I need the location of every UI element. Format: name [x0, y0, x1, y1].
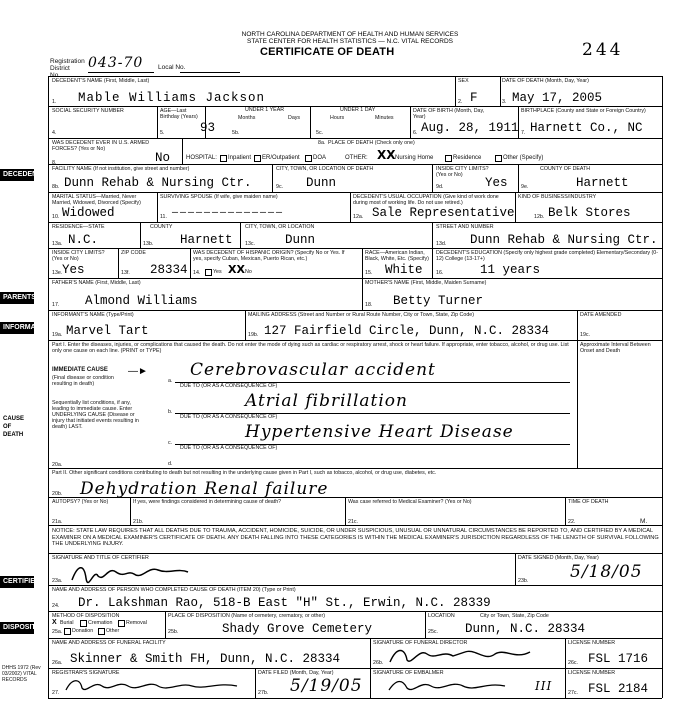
certifier-signature	[68, 560, 218, 586]
spouse-blank: ——————————————	[172, 208, 285, 219]
registration-value: 043-70	[88, 55, 144, 71]
label-doa: DOA	[313, 155, 327, 161]
label-date-amended: DATE AMENDED	[580, 312, 622, 318]
industry-value: Belk Stores	[548, 206, 631, 220]
dob-value: Aug. 28, 1911	[421, 121, 519, 135]
race-value: White	[385, 263, 423, 277]
item-number: 9c.	[276, 184, 284, 190]
item-number: 8b.	[52, 184, 60, 190]
item-number: 13e.	[52, 270, 63, 276]
nursing-home-mark: XX	[377, 148, 396, 162]
item-number: 6.	[413, 130, 418, 136]
section-disposition: DISPOSITION	[0, 622, 34, 634]
item-number: 21b.	[133, 519, 144, 525]
label-funeral-director-signature: SIGNATURE OF FUNERAL DIRECTOR	[373, 640, 468, 646]
item-number: 22.	[568, 519, 576, 525]
item-number: 10.	[52, 214, 60, 220]
item-number: 8a.	[318, 140, 326, 146]
label-months: Months	[238, 115, 256, 121]
label-marital: MARITAL STATUS—Married, Never Married, Widowed, Divorced (Specify)	[52, 194, 141, 206]
item-number: 20b.	[52, 491, 63, 497]
certifier-value: Dr. Lakshman Rao, 518-B East "H" St., Erwin, N.C. 28339	[78, 596, 491, 610]
label-date-filed: DATE FILED (Month, Day, Year)	[258, 670, 334, 676]
county-of-death-value: Harnett	[576, 176, 629, 190]
label-dob: DATE OF BIRTH (Month, Day, Year)	[413, 108, 485, 120]
label-inpatient: Inpatient	[228, 155, 252, 161]
place-disposition-value: Shady Grove Cemetery	[222, 622, 373, 636]
section-certifier: CERTIFIER	[0, 576, 34, 588]
item-number: 27c.	[568, 690, 579, 696]
hispanic-yes-checkbox	[205, 269, 212, 276]
age-value: 93	[200, 121, 216, 135]
mother-value: Betty Turner	[393, 294, 484, 308]
label-mailing: MAILING ADDRESS (Street and Number or Rural Route Number, City or Town, State, Zip Code)	[248, 312, 474, 318]
label-due-to-a: DUE TO (OR AS A CONSEQUENCE OF)	[180, 383, 278, 389]
item-number: 21a.	[52, 519, 63, 525]
state-value: N.C.	[68, 233, 99, 247]
item-number: 13d.	[436, 241, 447, 247]
label-part-1: Part I. Enter the diseases, injuries, or complications that caused the death. Do not enter the mode of dying such as cardiac or respiratory arrest, shock or heart failure. If appropriate, enter tobacco, alcohol, or drug use. List only one cause on each line. (PRINT or TYPE)	[52, 342, 569, 354]
embalmer-suffix: III	[535, 679, 553, 693]
city-value: Dunn	[285, 233, 316, 247]
cremation-checkbox	[80, 620, 87, 627]
item-number: 9e.	[521, 184, 529, 190]
part-2-value: Dehydration Renal failure	[80, 479, 329, 499]
label-residence: Residence	[453, 155, 482, 161]
label-city-residence: CITY, TOWN, OR LOCATION	[245, 224, 315, 230]
label-education: DECEDENT'S EDUCATION (Specify only highest grade completed) Elementary/Secondary (0-12) College (13-17+)	[436, 250, 658, 262]
label-industry: KIND OF BUSINESS/INDUSTRY	[518, 194, 597, 200]
label-age: AGE—Last Birthday (Years)	[160, 108, 198, 120]
facility-value: Dunn Rehab & Nursing Ctr.	[64, 176, 252, 190]
label-inside-city: INSIDE CITY LIMITS? (Yes or No)	[436, 166, 489, 178]
line-letter: a.	[168, 378, 173, 384]
label-informant: INFORMANT'S NAME (Type/Print)	[52, 312, 134, 318]
label-nursing-home: Nursing Home	[395, 155, 434, 161]
registration-label: Registration District No.	[50, 58, 85, 79]
cause-c-value: Hypertensive Heart Disease	[245, 422, 514, 442]
line-letter: c.	[168, 440, 173, 446]
label-immediate-sub: (Final disease or condition resulting in death)	[52, 375, 114, 387]
label-days: Days	[288, 115, 301, 121]
cause-b-value: Atrial fibrillation	[245, 391, 408, 411]
mailing-value: 127 Fairfield Circle, Dunn, N.C. 28334	[264, 324, 550, 338]
item-number: 19c.	[580, 332, 591, 338]
item-number: 9d.	[436, 184, 444, 190]
center-line: STATE CENTER FOR HEALTH STATISTICS — N.C. VITAL RECORDS	[247, 38, 453, 45]
item-number: 25a.	[52, 629, 63, 635]
label-time-of-death: TIME OF DEATH	[568, 499, 609, 505]
label-city-of-death: CITY, TOWN, OR LOCATION OF DEATH	[276, 166, 374, 172]
label-funeral: NAME AND ADDRESS OF FUNERAL FACILITY	[52, 640, 166, 646]
item-number: 27b.	[258, 690, 269, 696]
cause-a-value: Cerebrovascular accident	[190, 360, 436, 380]
marital-value: Widowed	[62, 206, 115, 220]
label-due-to-c: DUE TO (OR AS A CONSEQUENCE OF)	[180, 445, 278, 451]
label-race: RACE—American Indian, Black, White, Etc. (Specify)	[365, 250, 429, 262]
label-street: STREET AND NUMBER	[436, 224, 494, 230]
informant-value: Marvel Tart	[66, 324, 149, 338]
er-checkbox	[254, 155, 261, 162]
label-armed-forces: WAS DECEDENT EVER IN U.S. ARMED FORCES? (Yes or No)	[52, 140, 150, 152]
label-findings: If yes, were findings considered in determining cause of death?	[133, 499, 282, 505]
label-under-1-year: UNDER 1 YEAR	[245, 107, 285, 113]
registrar-signature	[62, 674, 252, 696]
local-no-label: Local No.	[158, 64, 186, 71]
label-location: LOCATION	[428, 613, 455, 619]
residence-checkbox	[445, 155, 452, 162]
label-minutes: Minutes	[375, 115, 394, 121]
embalmer-signature	[385, 674, 525, 696]
label-spouse: SURVIVING SPOUSE (If wife, give maiden name)	[160, 194, 278, 200]
label-occupation: DECEDENT'S USUAL OCCUPATION (Give kind of work done during most of working life. Do not use retired.)	[353, 194, 499, 206]
occupation-value: Sale Representative	[372, 206, 515, 220]
donation-checkbox	[64, 628, 71, 635]
label-hours: Hours	[330, 115, 345, 121]
label-hispanic: WAS DECEDENT OF HISPANIC ORIGIN? (Specify No or Yes. If yes, specify Cuban, Mexican, Puerto Rican, etc.)	[193, 250, 345, 262]
label-certifier-name: NAME AND ADDRESS OF PERSON WHO COMPLETED CAUSE OF DEATH (ITEM 20) (Type or Print)	[52, 587, 296, 593]
agency-line: NORTH CAROLINA DEPARTMENT OF HEALTH AND HUMAN SERVICES	[241, 31, 459, 38]
item-number: 20a.	[52, 462, 63, 468]
label-hispanic-yes: Yes	[213, 269, 222, 275]
label-sequential: Sequentially list conditions, if any, leading to immediate cause. Enter UNDERLYING CAUSE (Disease or injury that initiated events resulting in death) LAST.	[52, 400, 139, 430]
item-number: 3.	[502, 99, 507, 105]
label-sex: SEX	[458, 78, 469, 84]
label-birthplace: BIRTHPLACE (County and State or Foreign Country)	[521, 108, 646, 114]
license-embalmer-value: FSL 2184	[588, 682, 649, 696]
item-number: 4.	[52, 130, 57, 136]
label-hispanic-no: No	[245, 269, 252, 275]
label-autopsy: AUTOPSY? (Yes or No)	[52, 499, 109, 505]
label-county: COUNTY	[150, 224, 173, 230]
label-interval: Approximate Interval Between Onset and Death	[580, 342, 651, 354]
removal-checkbox	[118, 620, 125, 627]
item-number: 26c.	[568, 660, 579, 666]
section-parents: PARENTS	[0, 292, 34, 304]
date-of-death-value: May 17, 2005	[512, 91, 603, 105]
label-inside-city-2: INSIDE CITY LIMITS? (Yes or No)	[52, 250, 105, 262]
date-signed-value: 5/18/05	[570, 562, 643, 582]
other-specify-checkbox	[495, 155, 502, 162]
item-number: 5c.	[316, 130, 324, 136]
item-number: 16.	[436, 270, 444, 276]
item-number: 24.	[52, 603, 60, 609]
label-method: METHOD OF DISPOSITION	[52, 613, 120, 619]
inside-city-2-value: Yes	[62, 263, 85, 277]
label-license-2: LICENSE NUMBER	[568, 670, 616, 676]
item-number: 15.	[365, 270, 373, 276]
label-residence-state: RESIDENCE—STATE	[52, 224, 105, 230]
arrow-right-icon: —►	[128, 366, 148, 377]
label-location-sub: City or Town, State, Zip Code	[480, 613, 549, 619]
label-part-2: Part II. Other significant conditions contributing to death but not resulting in the underlying cause given in Part I, such as tobacco, alcohol, or drug use, diabetes, etc.	[52, 470, 437, 476]
doa-checkbox	[305, 155, 312, 162]
inpatient-checkbox	[220, 155, 227, 162]
label-cremation: Cremation	[88, 620, 113, 626]
item-number: 19b.	[248, 332, 259, 338]
label-er-outpatient: ER/Outpatient	[262, 155, 300, 161]
zip-value: 28334	[150, 263, 188, 277]
section-cause-of-death: CAUSE OF DEATH	[0, 415, 30, 439]
label-other-specify: Other (Specify)	[503, 155, 544, 161]
location-value: Dunn, N.C. 28334	[465, 622, 586, 636]
document-title: CERTIFICATE OF DEATH	[260, 46, 395, 58]
label-place-disposition: PLACE OF DISPOSITION (Name of cemetery, crematory, or other)	[168, 613, 325, 619]
item-number: 12a.	[353, 214, 364, 220]
label-ssn: SOCIAL SECURITY NUMBER	[52, 108, 124, 114]
label-facility: FACILITY NAME (If not institution, give street and number)	[52, 166, 190, 172]
item-number: 8.	[52, 160, 57, 166]
license-fd-value: FSL 1716	[588, 652, 649, 666]
other-disposition-checkbox	[98, 628, 105, 635]
section-decedent: DECEDENT	[0, 169, 34, 181]
label-removal: Removal	[126, 620, 147, 626]
item-number: 26b.	[373, 660, 384, 666]
label-embalmer: SIGNATURE OF EMBALMER	[373, 670, 444, 676]
label-date-signed: DATE SIGNED (Month, Day, Year)	[518, 555, 599, 561]
certificate-number: 244	[582, 40, 624, 60]
label-due-to-b: DUE TO (OR AS A CONSEQUENCE OF)	[180, 414, 278, 420]
sex-value: F	[470, 91, 478, 105]
label-burial: Burial	[60, 620, 74, 626]
line-letter: d.	[168, 461, 173, 467]
item-number: 13f.	[121, 270, 130, 276]
item-number: 21c.	[348, 519, 359, 525]
item-number: 11.	[160, 214, 167, 220]
line-letter: b.	[168, 409, 173, 415]
time-meridiem: M.	[640, 518, 648, 525]
item-number: 17.	[52, 302, 60, 308]
item-number: 2.	[458, 99, 463, 105]
item-number: 18.	[365, 302, 373, 308]
item-number: 13c.	[245, 241, 256, 247]
funeral-director-signature	[385, 644, 555, 668]
label-other-disposition: Other	[106, 628, 120, 634]
item-number: 13b.	[143, 241, 154, 247]
label-other: OTHER:	[345, 155, 368, 161]
section-informant: INFORMANT	[0, 322, 34, 334]
funeral-value: Skinner & Smith FH, Dunn, N.C. 28334	[70, 652, 341, 666]
label-license: LICENSE NUMBER	[568, 640, 616, 646]
item-number: 5.	[160, 130, 165, 136]
birthplace-value: Harnett Co., NC	[530, 121, 643, 135]
label-zip: ZIP CODE	[121, 250, 146, 256]
label-signature: SIGNATURE AND TITLE OF CERTIFIER	[52, 555, 149, 561]
item-number: 27.	[52, 690, 60, 696]
item-number: 14.	[193, 270, 201, 276]
label-name: DECEDENT'S NAME (First, Middle, Last)	[52, 78, 150, 84]
item-number: 5b.	[232, 130, 240, 136]
item-number: 26a.	[52, 660, 63, 666]
item-number: 12b.	[534, 214, 545, 220]
city-of-death-value: Dunn	[306, 176, 337, 190]
label-hospital: HOSPITAL:	[186, 155, 217, 161]
label-registrar: REGISTRAR'S SIGNATURE	[52, 670, 120, 676]
label-place-of-death: PLACE OF DEATH (Check only one)	[328, 140, 415, 146]
label-mother: MOTHER'S NAME (First, Middle, Maiden Surname)	[365, 280, 487, 286]
notice-text: NOTICE: STATE LAW REQUIRES THAT ALL DEATHS DUE TO TRAUMA, ACCIDENT, HOMICIDE, SUICIDE, OR UNDER SUSPICIOUS, UNUSUAL OR UNNATURAL CIRCUMSTANCES BE REPORTED TO, AND CERTIFIED BY A MEDICAL EXAMINER ON A MEDICAL EXAMINER'S CERTIFICATE OF DEATH. ANY DEATH FALLING INTO THESE CATEGORIES IS WITHIN THE MEDICAL EXAMINER'S JURISDICTION REGARDLESS OF THE LENGTH OF SURVIVAL FOLLOWING THE UNDERLYING INJURY.	[52, 528, 659, 548]
county-value: Harnett	[180, 233, 233, 247]
label-under-1-day: UNDER 1 DAY	[340, 107, 376, 113]
inside-city-value: Yes	[485, 176, 508, 190]
form-footer: DHHS 1972 (Rev 03/2002) VITAL RECORDS	[2, 665, 41, 683]
date-filed-value: 5/19/05	[290, 676, 363, 696]
education-value: 11 years	[480, 263, 541, 277]
burial-mark: X	[52, 619, 57, 626]
label-medical-examiner: Was case referred to Medical Examiner? (Yes or No)	[348, 499, 472, 505]
item-number: 7.	[521, 130, 526, 136]
decedent-name: Mable Williams Jackson	[78, 91, 266, 105]
item-number: 13a.	[52, 241, 63, 247]
item-number: 25b.	[168, 629, 179, 635]
label-county-of-death: COUNTY OF DEATH	[540, 166, 591, 172]
item-number: 25c.	[428, 629, 439, 635]
armed-forces-value: No	[155, 151, 171, 165]
item-number: 1.	[52, 99, 57, 105]
father-value: Almond Williams	[85, 294, 198, 308]
street-value: Dunn Rehab & Nursing Ctr.	[470, 233, 658, 247]
label-date-of-death: DATE OF DEATH (Month, Day, Year)	[502, 78, 589, 84]
item-number: 19a.	[52, 332, 63, 338]
label-father: FATHER'S NAME (First, Middle, Last)	[52, 280, 141, 286]
label-immediate-cause: IMMEDIATE CAUSE	[52, 367, 108, 373]
hispanic-no-mark: XX	[228, 263, 245, 276]
label-donation: Donation	[72, 628, 94, 634]
item-number: 23b.	[518, 578, 529, 584]
item-number: 23a.	[52, 578, 63, 584]
